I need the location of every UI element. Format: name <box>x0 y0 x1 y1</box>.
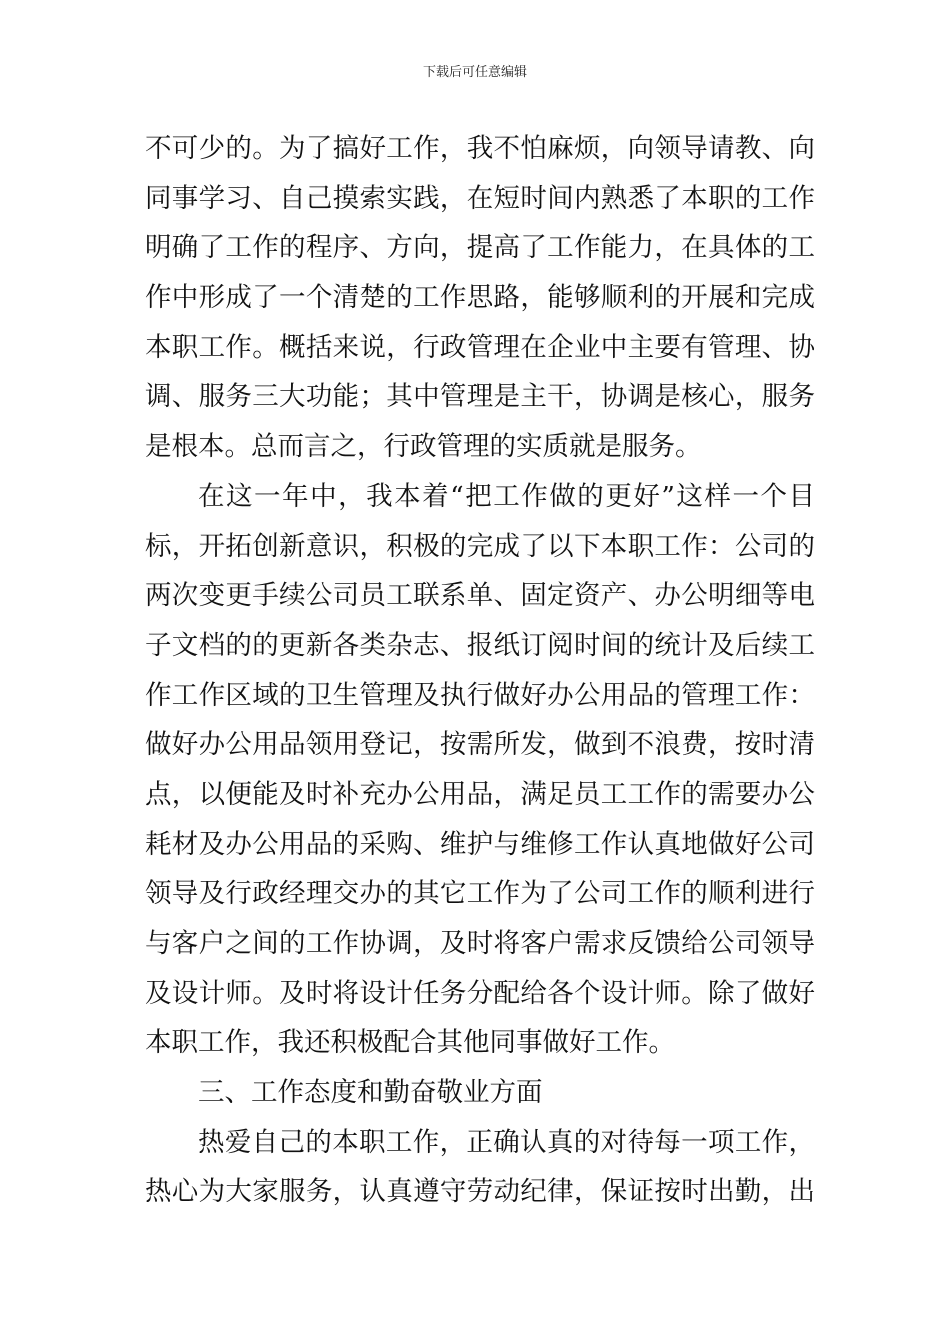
paragraph-line: 点，以便能及时补充办公用品，满足员工工作的需要办公 <box>145 778 815 810</box>
paragraph-line: 热心为大家服务，认真遵守劳动纪律，保证按时出勤，出 <box>145 1176 815 1208</box>
paragraph-line: 三、工作态度和勤奋敬业方面 <box>198 1077 543 1109</box>
paragraph-line: 同事学习、自己摸索实践，在短时间内熟悉了本职的工作 <box>145 182 815 214</box>
paragraph-line: 子文档的的更新各类杂志、报纸订阅时间的统计及后续工 <box>145 629 815 661</box>
paragraph-line: 本职工作，我还积极配合其他同事做好工作。 <box>145 1027 675 1059</box>
paragraph-line: 作工作区域的卫生管理及执行做好办公用品的管理工作： <box>145 679 815 711</box>
paragraph-line: 标，开拓创新意识，积极的完成了以下本职工作：公司的 <box>145 530 815 562</box>
page-header: 下载后可任意编辑 <box>422 65 527 80</box>
paragraph-line: 不可少的。为了搞好工作，我不怕麻烦，向领导请教、向 <box>145 133 815 164</box>
paragraph-line: 耗材及办公用品的采购、维护与维修工作认真地做好公司 <box>145 828 815 860</box>
paragraph-line: 热爱自己的本职工作，正确认真的对待每一项工作， <box>198 1126 815 1158</box>
paragraph-line: 领导及行政经理交办的其它工作为了公司工作的顺利进行 <box>145 878 815 910</box>
paragraph-line: 在这一年中，我本着“把工作做的更好”这样一个目 <box>198 480 815 512</box>
paragraph-line: 明确了工作的程序、方向，提高了工作能力，在具体的工 <box>145 232 815 264</box>
document-body <box>145 124 815 1217</box>
paragraph-line: 两次变更手续公司员工联系单、固定资产、办公明细等电 <box>145 580 815 612</box>
paragraph-line: 及设计师。及时将设计任务分配给各个设计师。除了做好 <box>145 977 815 1009</box>
paragraph-line: 作中形成了一个清楚的工作思路，能够顺利的开展和完成 <box>145 282 815 314</box>
paragraph-line: 与客户之间的工作协调，及时将客户需求反馈给公司领导 <box>145 928 815 959</box>
paragraph-line: 调、服务三大功能；其中管理是主干，协调是核心，服务 <box>145 381 815 413</box>
paragraph-line: 做好办公用品领用登记，按需所发，做到不浪费，按时清 <box>145 729 815 761</box>
paragraph-line: 是根本。总而言之，行政管理的实质就是服务。 <box>145 431 702 463</box>
paragraph-line: 本职工作。概括来说，行政管理在企业中主要有管理、协 <box>145 331 815 363</box>
